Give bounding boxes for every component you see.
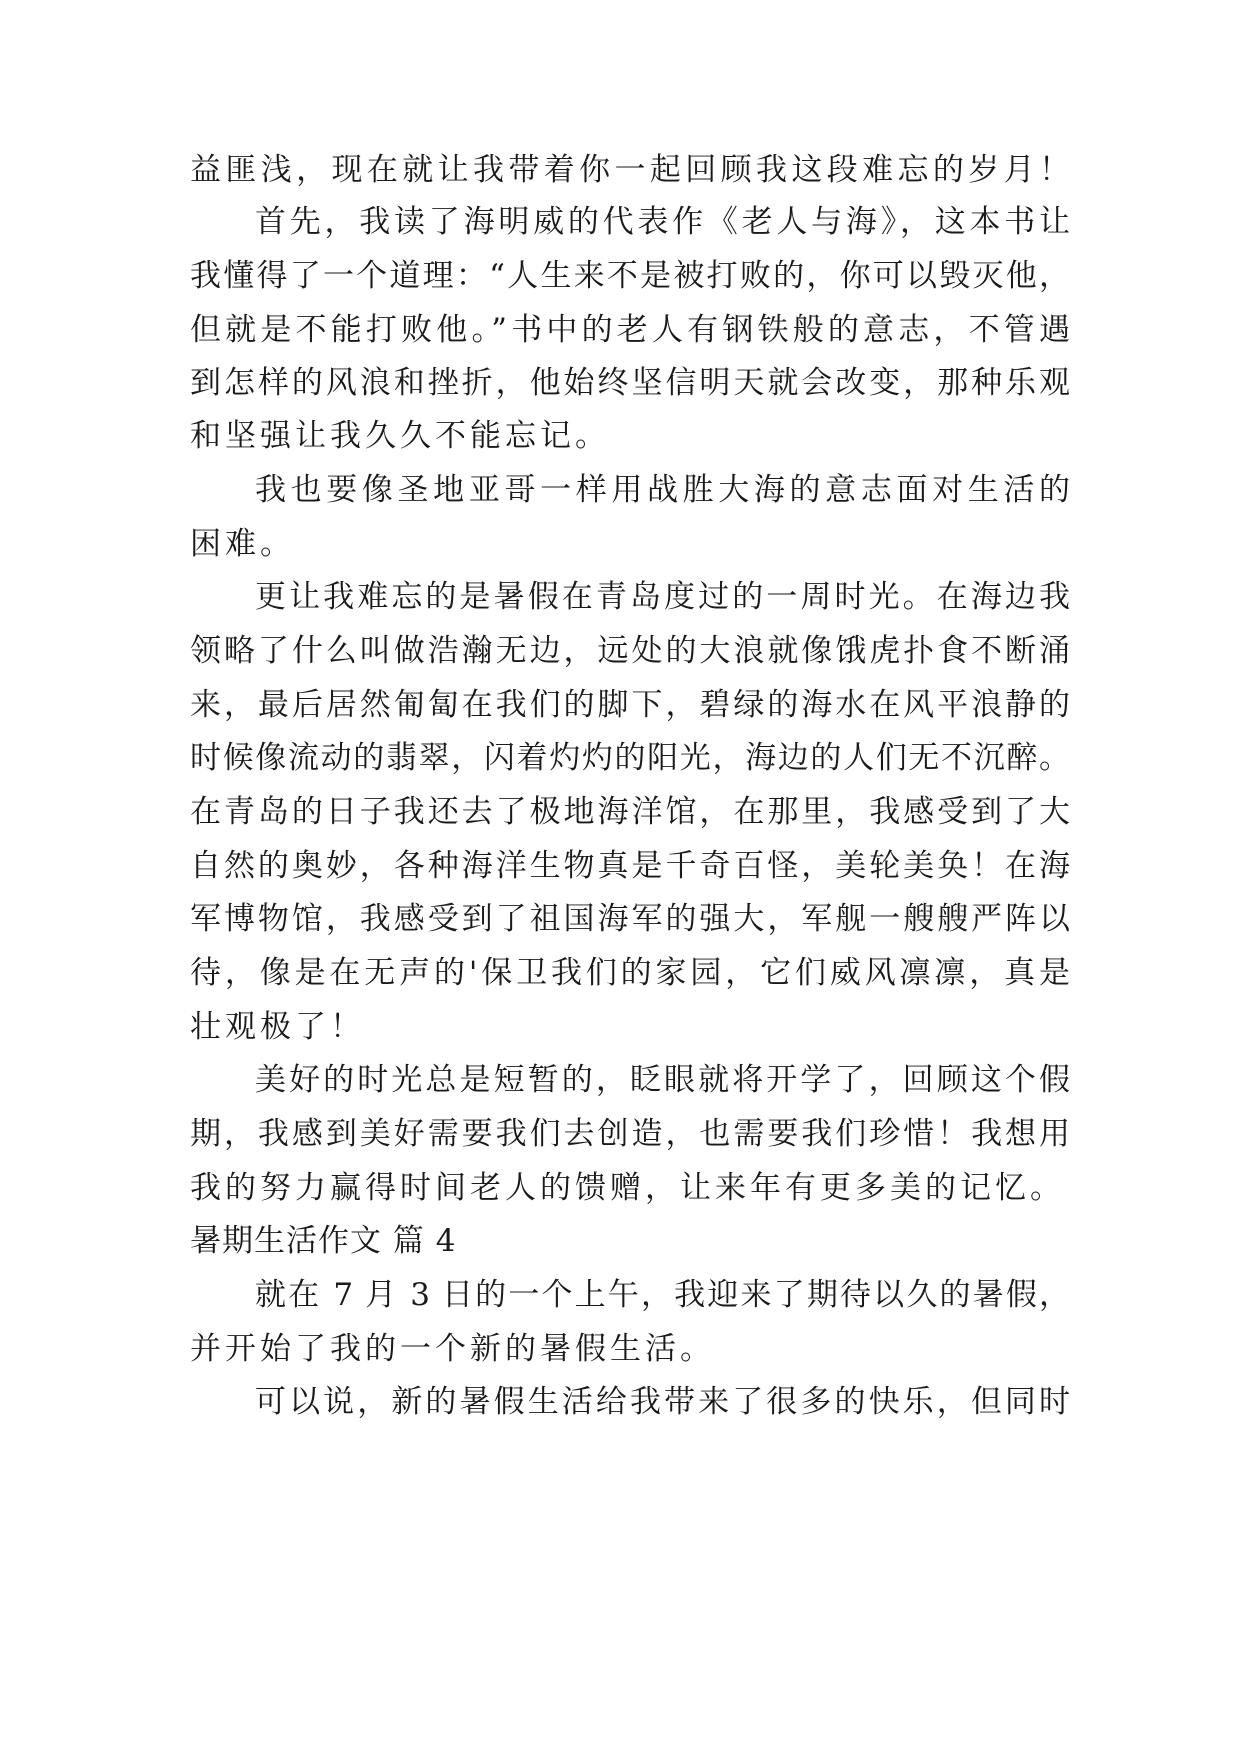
paragraph-line: 到怎样的风浪和挫折，他始终坚信明天就会改变，那种乐观 xyxy=(190,365,1070,401)
paragraph-line: 更让我难忘的是暑假在青岛度过的一周时光。在海边我 xyxy=(255,579,1070,615)
paragraph-line: 期，我感到美好需要我们去创造，也需要我们珍惜！我想用 xyxy=(190,1116,1070,1152)
paragraph-line: 壮观极了！ xyxy=(190,1009,365,1045)
paragraph-line: 我的努力赢得时间老人的馈赠，让来年有更多美的记忆。 xyxy=(190,1170,1065,1206)
paragraph-line: 军博物馆，我感受到了祖国海军的强大，军舰一艘艘严阵以 xyxy=(190,901,1070,937)
paragraph-line: 我也要像圣地亚哥一样用战胜大海的意志面对生活的 xyxy=(255,472,1070,508)
paragraph-line: 来，最后居然匍匐在我们的脚下，碧绿的海水在风平浪静的 xyxy=(190,687,1070,723)
paragraph-line: 和坚强让我久久不能忘记。 xyxy=(190,418,610,454)
paragraph-line: 美好的时光总是短暂的，眨眼就将开学了，回顾这个假 xyxy=(255,1062,1070,1098)
paragraph-line: 自然的奥妙，各种海洋生物真是千奇百怪，美轮美奂！在海 xyxy=(190,848,1070,884)
paragraph-line: 首先，我读了海明威的代表作《老人与海》，这本书让 xyxy=(255,204,1070,240)
section-heading: 暑期生活作文 篇 4 xyxy=(190,1223,457,1259)
paragraph-line: 但就是不能打败他。”书中的老人有钢铁般的意志，不管遇 xyxy=(190,312,1070,348)
paragraph-line: 并开始了我的一个新的暑假生活。 xyxy=(190,1331,715,1367)
paragraph-line: 时候像流动的翡翠，闪着灼灼的阳光，海边的人们无不沉醉。 xyxy=(190,740,1070,776)
paragraph-line: 可以说，新的暑假生活给我带来了很多的快乐，但同时 xyxy=(255,1384,1070,1420)
paragraph-line: 领略了什么叫做浩瀚无边，远处的大浪就像饿虎扑食不断涌 xyxy=(190,633,1070,669)
paragraph-line: 在青岛的日子我还去了极地海洋馆，在那里，我感受到了大 xyxy=(190,794,1070,830)
paragraph-line: 益匪浅，现在就让我带着你一起回顾我这段难忘的岁月！ xyxy=(190,152,1070,188)
paragraph-line: 我懂得了一个道理：“人生来不是被打败的，你可以毁灭他， xyxy=(190,258,1070,294)
paragraph-line: 就在 7 月 3 日的一个上午，我迎来了期待以久的暑假， xyxy=(255,1277,1070,1313)
paragraph-line: 待，像是在无声的'保卫我们的家园，它们威风凛凛，真是 xyxy=(190,955,1070,991)
paragraph-line: 困难。 xyxy=(190,526,295,562)
